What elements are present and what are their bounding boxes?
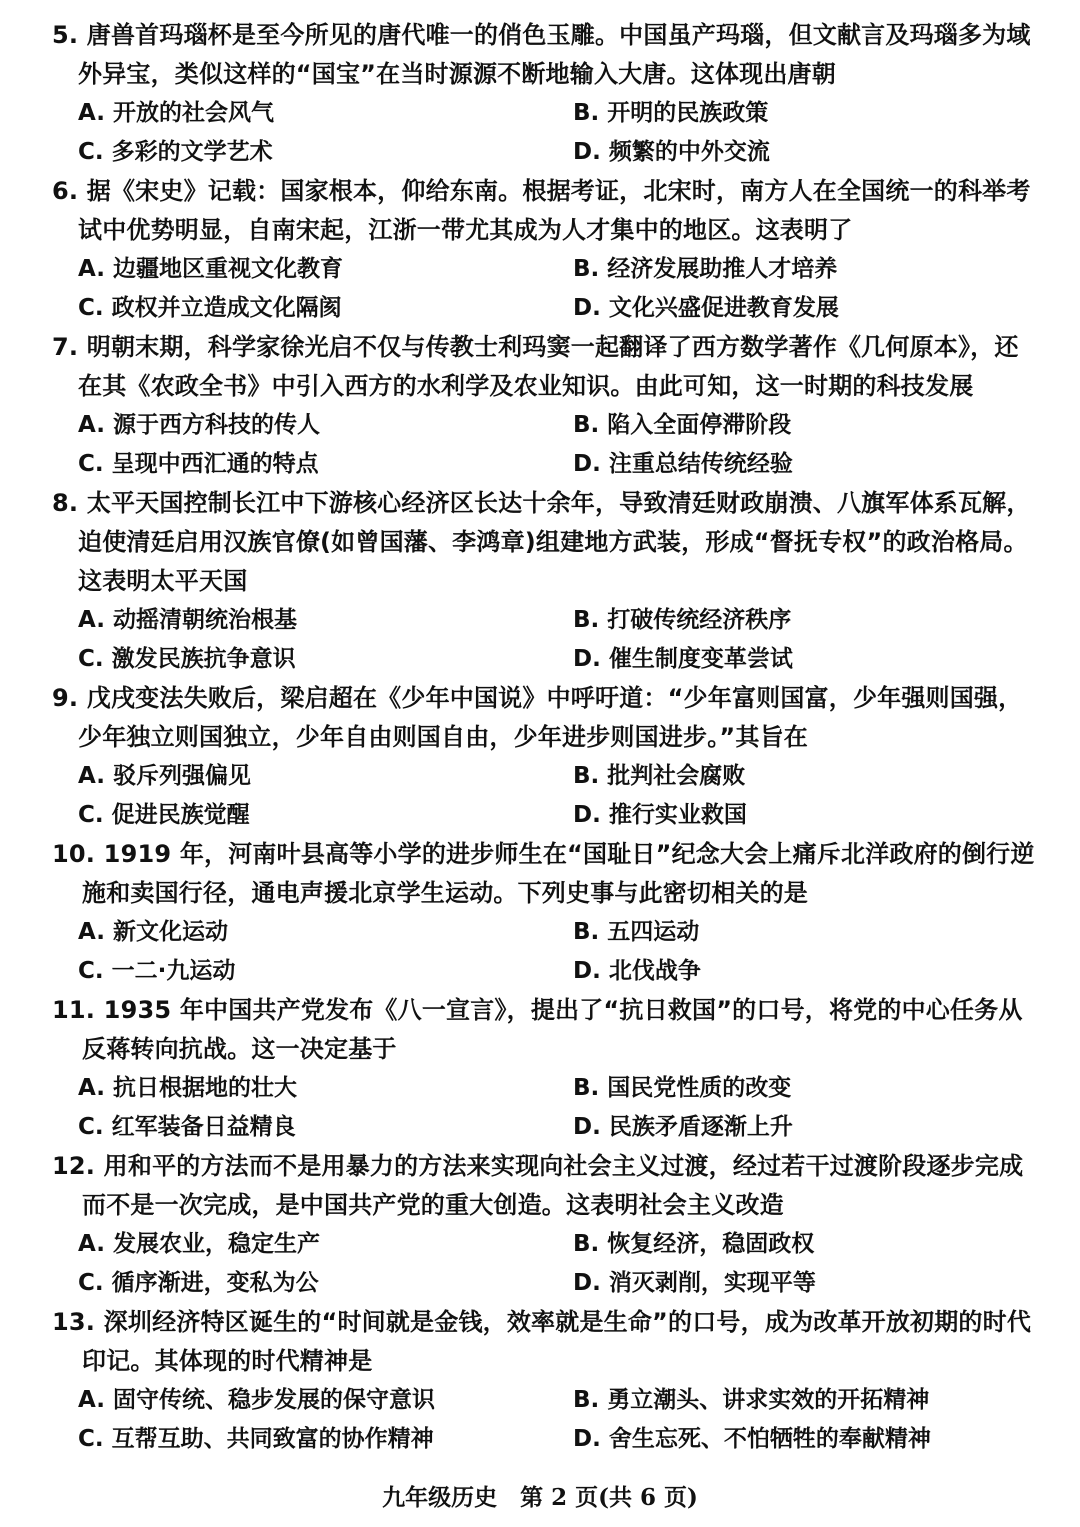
- question-12: [52, 1147, 1042, 1303]
- option-c: C. 一二·九运动: [78, 958, 236, 984]
- question-stem: 7. 明朝末期，科学家徐光启不仅与传教士利玛窦一起翻译了西方数学著作《几何原本》，还在其《农政全书》中引入西方的水利学及农业知识。由此可知，这一时期的科技发展: [52, 333, 1019, 400]
- question-stem: 5. 唐兽首玛瑙杯是至今所见的唐代唯一的俏色玉雕。中国虽产玛瑙，但文献言及玛瑙多为域外异宝，类似这样的“国宝”在当时源源不断地输入大唐。这体现出唐朝: [52, 21, 1031, 88]
- option-b: B. 批判社会腐败: [573, 763, 746, 789]
- option-a: A. 开放的社会风气: [78, 100, 274, 126]
- option-d: D. 文化兴盛促进教育发展: [573, 295, 839, 321]
- option-b: B. 打破传统经济秩序: [573, 607, 792, 633]
- question-stem: 9. 戊戌变法失败后，梁启超在《少年中国说》中呼吁道：“少年富则国富，少年强则国强，少年独立则国独立，少年自由则国自由，少年进步则国进步。”其旨在: [52, 684, 1023, 751]
- exam-page: [52, 16, 1042, 1459]
- question-8: [52, 484, 1042, 679]
- option-a: A. 固守传统、稳步发展的保守意识: [78, 1387, 435, 1413]
- question-10: [52, 835, 1042, 991]
- option-d: D. 消灭剥削，实现平等: [573, 1270, 816, 1296]
- option-b: B. 开明的民族政策: [573, 100, 769, 126]
- question-5: [52, 16, 1042, 172]
- option-b: B. 恢复经济，稳固政权: [573, 1231, 815, 1257]
- question-stem: 8. 太平天国控制长江中下游核心经济区长达十余年，导致清廷财政崩溃、八旗军体系瓦解，迫使清廷启用汉族官僚(如曾国藩、李鸿章)组建地方武装，形成“督抚专权”的政治格局。这表明太平天国: [52, 489, 1031, 595]
- option-c: C. 多彩的文学艺术: [78, 139, 273, 165]
- option-grid: [52, 601, 1042, 679]
- option-d: D. 推行实业救国: [573, 802, 747, 828]
- question-9: [52, 679, 1042, 835]
- option-a: A. 动摇清朝统治根基: [78, 607, 297, 633]
- option-b: B. 勇立潮头、讲求实效的开拓精神: [573, 1387, 930, 1413]
- option-a: A. 边疆地区重视文化教育: [78, 256, 343, 282]
- option-grid: [52, 406, 1042, 484]
- option-grid: [52, 94, 1042, 172]
- option-d: D. 催生制度变革尝试: [573, 646, 793, 672]
- option-d: D. 舍生忘死、不怕牺牲的奉献精神: [573, 1426, 931, 1452]
- question-stem: 10. 1919 年，河南叶县高等小学的进步师生在“国耻日”纪念大会上痛斥北洋政府的倒行逆施和卖国行径，通电声援北京学生运动。下列史事与此密切相关的是: [52, 840, 1035, 907]
- option-a: A. 新文化运动: [78, 919, 228, 945]
- question-13: [52, 1303, 1042, 1459]
- option-c: C. 红军装备日益精良: [78, 1114, 296, 1140]
- page-footer: 九年级历史 第 2 页(共 6 页): [382, 1484, 698, 1511]
- option-grid: [52, 1069, 1042, 1147]
- option-b: B. 陷入全面停滞阶段: [573, 412, 792, 438]
- option-c: C. 促进民族觉醒: [78, 802, 250, 828]
- option-b: B. 五四运动: [573, 919, 700, 945]
- question-stem: 11. 1935 年中国共产党发布《八一宣言》，提出了“抗日救国”的口号，将党的中心任务从反蒋转向抗战。这一决定基于: [52, 996, 1023, 1063]
- question-7: [52, 328, 1042, 484]
- question-6: [52, 172, 1042, 328]
- option-a: A. 抗日根据地的壮大: [78, 1075, 297, 1101]
- option-grid: [52, 757, 1042, 835]
- option-c: C. 呈现中西汇通的特点: [78, 451, 319, 477]
- question-stem: 12. 用和平的方法而不是用暴力的方法来实现向社会主义过渡，经过若干过渡阶段逐步完成而不是一次完成，是中国共产党的重大创造。这表明社会主义改造: [52, 1152, 1024, 1219]
- option-c: C. 政权并立造成文化隔阂: [78, 295, 342, 321]
- option-c: C. 循序渐进，变私为公: [78, 1270, 319, 1296]
- option-d: D. 注重总结传统经验: [573, 451, 793, 477]
- option-a: A. 发展农业，稳定生产: [78, 1231, 320, 1257]
- option-grid: [52, 1225, 1042, 1303]
- option-b: B. 国民党性质的改变: [573, 1075, 792, 1101]
- option-a: A. 驳斥列强偏见: [78, 763, 251, 789]
- option-c: C. 激发民族抗争意识: [78, 646, 296, 672]
- option-d: D. 民族矛盾逐渐上升: [573, 1114, 793, 1140]
- option-d: D. 北伐战争: [573, 958, 701, 984]
- option-grid: [52, 913, 1042, 991]
- option-a: A. 源于西方科技的传人: [78, 412, 320, 438]
- question-11: [52, 991, 1042, 1147]
- question-stem: 6. 据《宋史》记载：国家根本，仰给东南。根据考证，北宋时，南方人在全国统一的科举考试中优势明显，自南宋起，江浙一带尤其成为人才集中的地区。这表明了: [52, 177, 1031, 244]
- option-grid: [52, 250, 1042, 328]
- question-stem: 13. 深圳经济特区诞生的“时间就是金钱，效率就是生命”的口号，成为改革开放初期的时代印记。其体现的时代精神是: [52, 1308, 1032, 1375]
- option-c: C. 互帮互助、共同致富的协作精神: [78, 1426, 434, 1452]
- option-b: B. 经济发展助推人才培养: [573, 256, 838, 282]
- option-d: D. 频繁的中外交流: [573, 139, 770, 165]
- option-grid: [52, 1381, 1042, 1459]
